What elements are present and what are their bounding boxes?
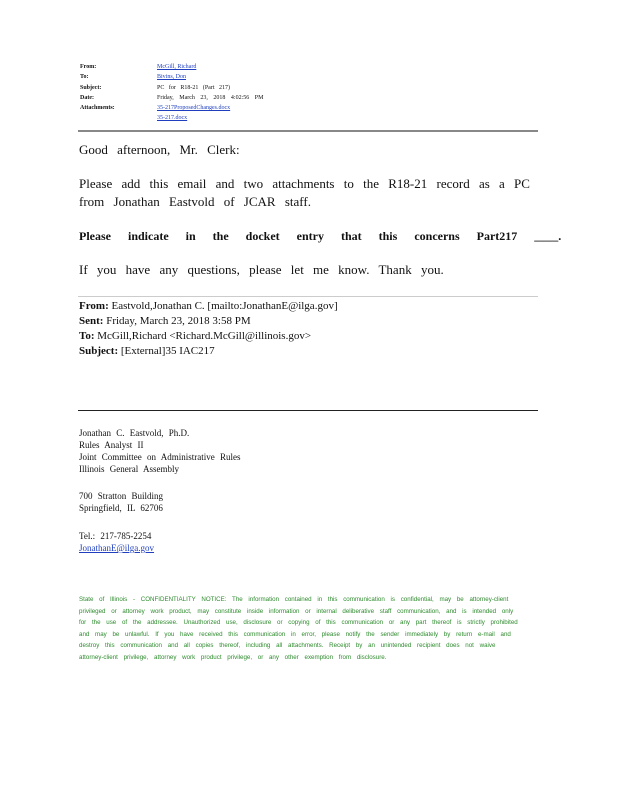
quoted-from-label: From:: [79, 300, 109, 312]
quoted-sent-value: Friday, March 23, 2018 3:58 PM: [106, 315, 251, 327]
quoted-sent-row: [79, 315, 251, 327]
from-value[interactable]: McGill, Richard: [157, 64, 197, 70]
quoted-subject-value: [External]35 IAC217: [120, 345, 215, 357]
subject-value: PC for R18-21 (Part 217): [157, 85, 230, 91]
quoted-to-row: [79, 330, 311, 342]
signature-name: Jonathan C. Eastvold, Ph.D.: [79, 428, 190, 438]
date-value: Friday, March 23, 2018 4:02:56 PM: [157, 95, 264, 101]
signature-address-1: 700 Stratton Building: [79, 491, 164, 501]
body-paragraph-3: If you have any questions, please let me know. Thank you.: [79, 262, 444, 277]
signature-address-2: Springfield, IL 62706: [79, 503, 163, 513]
quoted-to-label: To:: [79, 330, 95, 342]
attachments-label: Attachments:: [80, 105, 115, 111]
quoted-subject-row: [79, 345, 215, 357]
date-label: Date:: [80, 95, 94, 101]
quoted-from-row: [79, 300, 338, 312]
body-paragraph-1-line-2: from Jonathan Eastvold of JCAR staff.: [79, 194, 311, 209]
greeting: Good afternoon, Mr. Clerk:: [79, 142, 240, 157]
signature-phone: Tel.: 217-785-2254: [79, 531, 152, 541]
header-divider: [78, 130, 538, 132]
signature-org-1: Joint Committee on Administrative Rules: [79, 452, 241, 462]
to-label: To:: [80, 74, 89, 80]
signature-title: Rules Analyst II: [79, 440, 144, 450]
quoted-subject-label: Subject:: [79, 345, 119, 357]
quoted-sent-label: Sent:: [79, 315, 104, 327]
quoted-from-value: Eastvold,Jonathan C. [mailto:JonathanE@ilga.gov]: [111, 300, 338, 312]
confidentiality-notice: State of Illinois - CONFIDENTIALITY NOTICE: The information contained in this communication is confidential, may be attorney-client privileged or attorney work product, may constitute inside information or internal deliberative staff communication, and is intended only for the use of the addressee. Unauthorized use, disclosure or copying of this communication or any part thereof is strictly prohibited and may be unlawful. If you have received this communication in error, please notify the sender immediately by return e-mail and destroy this communication and all copies thereof, including all attachments. Receipt by an unintended recipient does not waive attorney-client privilege, attorney work product privilege, or any other exemption from disclosure.: [79, 596, 518, 661]
signature-org-2: Illinois General Assembly: [79, 464, 179, 474]
signature-address: [79, 490, 163, 514]
quoted-to-value: McGill,Richard <Richard.McGill@illinois.gov>: [97, 330, 312, 342]
attachment-link-2[interactable]: 35-217.docx: [157, 115, 188, 121]
attachment-link-1[interactable]: 35-217ProposedChanges.docx: [157, 105, 231, 111]
signature-block: [79, 427, 241, 475]
signature-divider: [78, 410, 538, 411]
subject-label: Subject:: [80, 85, 102, 91]
from-label: From:: [80, 64, 97, 70]
signature-email-link[interactable]: JonathanE@ilga.gov: [79, 543, 155, 553]
body-paragraph-2: Please indicate in the docket entry that this concerns Part217 ____.: [79, 229, 562, 243]
to-value[interactable]: Bivins, Don: [157, 74, 187, 80]
body-paragraph-1-line-1: Please add this email and two attachments to the R18-21 record as a PC: [79, 176, 530, 191]
quoted-divider: [78, 296, 538, 297]
signature-contact: [79, 530, 154, 554]
